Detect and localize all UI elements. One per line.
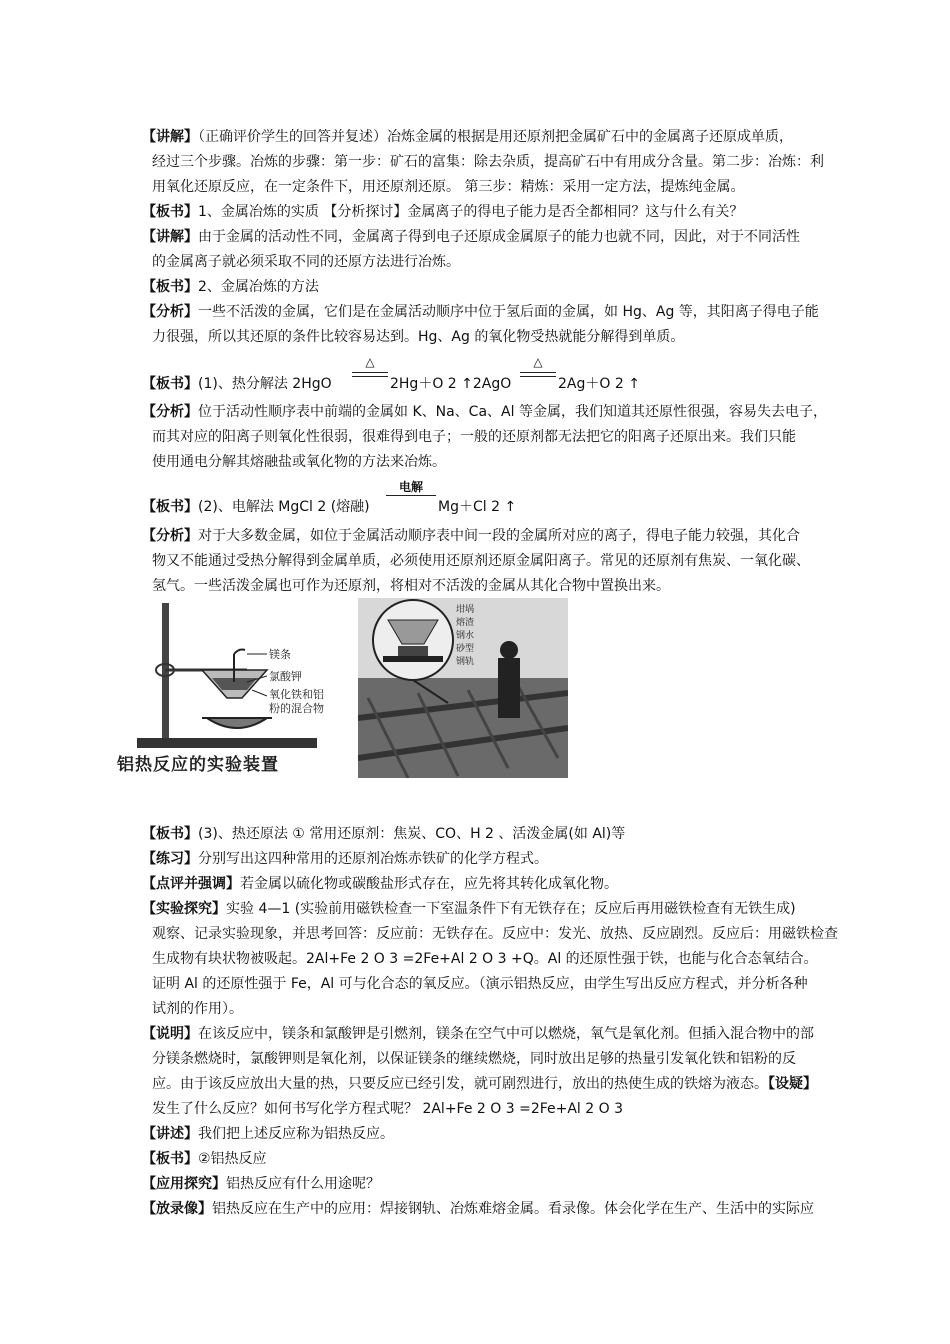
text: 实验 4—1 (实验前用磁铁检查一下室温条件下有无铁存在；反应后再用磁铁检查有无铁生成) (226, 901, 796, 917)
tag-analysis: 【分析】 (142, 304, 198, 320)
para-explain-1-line-1 (142, 128, 793, 146)
thermite-apparatus-figure (117, 598, 354, 776)
para-analysis-1-line-2: 力很强，所以其还原的条件比较容易达到。Hg、Ag 的氧化物受热就能分解得到单质。 (152, 329, 685, 345)
text: 若金属以硫化物或碳酸盐形式存在，应先将其转化成氧化物。 (240, 876, 618, 892)
tag-narrate: 【讲述】 (142, 1126, 198, 1142)
label-slag: 熔渣 (456, 618, 475, 628)
reaction-bar-1 (352, 372, 388, 377)
eq-products: Mg＋Cl 2 ↑ (438, 499, 517, 515)
para-analysis-2-line-2: 而其对应的阳离子则氧化性很弱，很难得到电子；一般的还原剂都无法把它的阳离子还原出来。我们只能 (152, 429, 796, 445)
para-note-line-3 (152, 1075, 817, 1093)
rail-welding-drawing (358, 598, 568, 778)
tag-explain: 【讲解】 (142, 129, 198, 145)
para-narrate (142, 1125, 394, 1143)
para-analysis-3-line-3: 氢气。一些活泼金属也可作为还原剂，将相对不活泼的金属从其化合物中置换出来。 (152, 578, 670, 594)
text: 应。由于该反应放出大量的热，只要反应已经引发，就可剧烈进行，放出的热使生成的铁熔为液态。 (152, 1076, 768, 1092)
label-rail: 钢轨 (456, 657, 475, 667)
rail-welding-photo (358, 598, 568, 778)
eq-reactant: (2)、电解法 MgCl 2 (熔融) (198, 499, 370, 515)
heat-condition-2: △ (533, 355, 543, 369)
label-crucible: 坩埚 (456, 605, 475, 615)
text: ②铝热反应 (198, 1151, 267, 1167)
tag-application: 【应用探究】 (142, 1176, 226, 1192)
label-kclo3: 氯酸钾 (269, 670, 302, 683)
para-video (142, 1200, 814, 1218)
para-analysis-2-line-1 (142, 403, 827, 421)
reaction-bar-3 (386, 495, 436, 497)
tag-board: 【板书】 (142, 204, 198, 220)
text: (3)、热还原法 ① 常用还原剂：焦炭、CO、H 2 、活泼金属(如 Al)等 (198, 826, 626, 842)
text: （正确评价学生的回答并复述）冶炼金属的根据是用还原剂把金属矿石中的金属离子还原成单质， (198, 129, 793, 145)
para-exercise (142, 850, 548, 868)
tag-board: 【板书】 (142, 1151, 198, 1167)
tag-exercise: 【练习】 (142, 851, 198, 867)
para-application (142, 1175, 380, 1193)
label-mixture-1: 氧化铁和铝 (269, 688, 324, 701)
para-analysis-3-line-2: 物又不能通过受热分解得到金属单质，必须使用还原剂还原金属阳离子。常见的还原剂有焦炭、一氧化碳、 (152, 553, 810, 569)
para-experiment-line-1 (142, 900, 796, 918)
para-experiment-line-2: 观察、记录实验现象，并思考回答：反应前：无铁存在。反应中：发光、放热、反应剧烈。反应后：用磁铁检查 (152, 926, 838, 942)
para-board-4 (142, 1150, 267, 1168)
para-explain-1-line-3: 用氧化还原反应，在一定条件下，用还原剂还原。 第三步：精炼：采用一定方法，提炼纯金属。 (152, 179, 745, 195)
label-molten-steel: 钢水 (456, 631, 475, 641)
eq-reactant-1: (1)、热分解法 2HgO (198, 376, 332, 392)
text: 铝热反应在生产中的应用：焊接钢轨、冶炼难熔金属。看录像。体会化学在生产、生活中的实际应 (212, 1201, 814, 1217)
para-analysis-3-line-1 (142, 527, 800, 545)
eq-mid: 2Hg＋O 2 ↑2AgO (390, 376, 512, 392)
tag-analysis: 【分析】 (142, 528, 198, 544)
para-note-line-2: 分镁条燃烧时，氯酸钾则是氧化剂，以保证镁条的继续燃烧，同时放出足够的热量引发氧化铁和铝粉的反 (152, 1051, 796, 1067)
heat-condition-1: △ (365, 355, 375, 369)
text: 我们把上述反应称为铝热反应。 (198, 1126, 394, 1142)
tag-question: 【设疑】 (768, 1076, 817, 1092)
para-explain-2-line-2: 的金属离子就必须采取不同的还原方法进行冶炼。 (152, 254, 460, 270)
equation-electrolysis (142, 498, 370, 516)
tag-analysis: 【分析】 (142, 404, 198, 420)
tag-note: 【说明】 (142, 1026, 198, 1042)
label-sand-mold: 砂型 (456, 644, 475, 654)
text: 2、金属冶炼的方法 (198, 279, 319, 295)
eq-product-2: 2Ag＋O 2 ↑ (558, 376, 640, 392)
para-explain-2-line-1 (142, 228, 800, 246)
para-board-1 (142, 203, 743, 221)
tag-video: 【放录像】 (142, 1201, 212, 1217)
text: 在该反应中，镁条和氯酸钾是引燃剂，镁条在空气中可以燃烧，氧气是氧化剂。但插入混合物中的部 (198, 1026, 814, 1042)
text: 铝热反应有什么用途呢？ (226, 1176, 380, 1192)
text: 分别写出这四种常用的还原剂冶炼赤铁矿的化学方程式。 (198, 851, 548, 867)
para-experiment-line-5: 试剂的作用）。 (152, 1001, 243, 1017)
tag-board: 【板书】 (142, 499, 198, 515)
para-explain-1-line-2: 经过三个步骤。冶炼的步骤：第一步：矿石的富集：除去杂质，提高矿石中有用成分含量。第二步：冶炼：利 (152, 154, 824, 170)
tag-comment: 【点评并强调】 (142, 876, 240, 892)
equation-thermal-decomposition (142, 375, 332, 393)
para-note-line-4: 发生了什么反应？如何书写化学方程式呢？ 2Al+Fe 2 O 3 =2Fe+Al 2 O 3 (152, 1101, 624, 1117)
tag-experiment: 【实验探究】 (142, 901, 226, 917)
para-board-2 (142, 278, 319, 296)
para-analysis-1-line-1 (142, 303, 819, 321)
reaction-bar-2 (520, 372, 556, 377)
text: 位于活动性顺序表中前端的金属如 K、Na、Ca、Al 等金属，我们知道其还原性很强，容易失去电子， (198, 404, 827, 420)
para-experiment-line-3: 生成物有块状物被吸起。2Al+Fe 2 O 3 =2Fe+Al 2 O 3 +Q。Al 的还原性强于铁，也能与化合态氧结合。 (152, 951, 818, 967)
tag-board: 【板书】 (142, 279, 198, 295)
para-analysis-2-line-3: 使用通电分解其熔融盐或氧化物的方法来冶炼。 (152, 454, 446, 470)
text: 一些不活泼的金属，它们是在金属活动顺序中位于氢后面的金属，如 Hg、Ag 等，其阳离子得电子能 (198, 304, 819, 320)
para-experiment-line-4: 证明 Al 的还原性强于 Fe，Al 可与化合态的氧反应。（演示铝热反应，由学生写出反应方程式，并分析各种 (152, 976, 808, 992)
figure-caption: 铝热反应的实验装置 (117, 755, 279, 775)
tag-explain: 【讲解】 (142, 229, 198, 245)
label-mixture-2: 粉的混合物 (269, 702, 324, 715)
label-mg-ribbon: 镁条 (269, 648, 291, 661)
electrolysis-condition: 电解 (398, 480, 423, 494)
text: 1、金属冶炼的实质 【分析探讨】金属离子的得电子能力是否全都相同？这与什么有关？ (198, 204, 744, 220)
tag-board: 【板书】 (142, 826, 198, 842)
para-board-3 (142, 825, 625, 843)
para-note-line-1 (142, 1025, 814, 1043)
text: 对于大多数金属，如位于金属活动顺序表中间一段的金属所对应的离子，得电子能力较强，其化合 (198, 528, 800, 544)
tag-board: 【板书】 (142, 376, 198, 392)
para-comment (142, 875, 618, 893)
text: 由于金属的活动性不同，金属离子得到电子还原成金属原子的能力也就不同，因此，对于不同活性 (198, 229, 800, 245)
